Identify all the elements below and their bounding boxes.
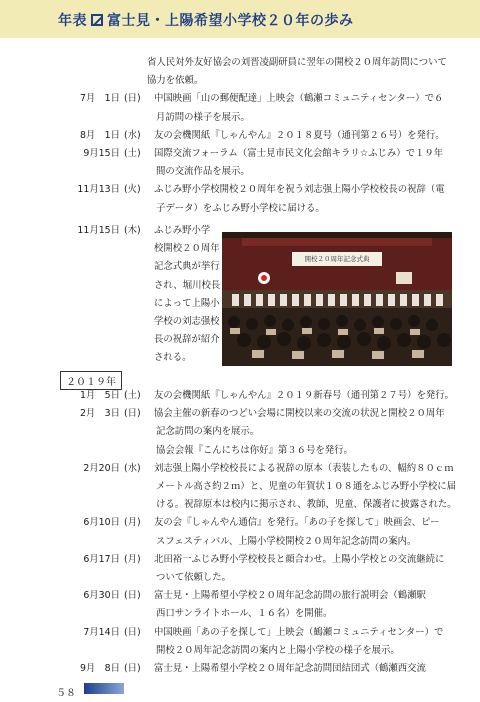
entry-text-line: によって上陽小 xyxy=(154,297,220,309)
entry-date: 6月30日 xyxy=(83,590,120,602)
entry-text-line: 友の会機関紙『しゃんやん』２０１９新春号（通刊第２７号）を発行。 xyxy=(154,390,455,401)
entry-text-line: 開校２０周年記念訪問の案内と上陽小学校の様子を展示。 xyxy=(156,644,400,656)
entry-date: 11月15日 xyxy=(77,225,120,236)
entry-day: (水) xyxy=(124,462,141,474)
entry-text-line: スフェスティバル、上陽小学校開校２０周年記念訪問の案内。 xyxy=(156,535,417,547)
entry-text-line: 国際交流フォーラム（富士見市民文化会館キラリ☆ふじみ）で１９年 xyxy=(154,148,444,159)
entry-text-line: 友の会機関紙『しゃんやん』２０１８夏号（通刊第２６号）を発行。 xyxy=(154,129,445,141)
entry-text-line: 中国映画「山の郵便配達」上映会（鶴瀬コミュニティセンター）で６ xyxy=(154,93,444,105)
page-header xyxy=(0,0,480,38)
header-title: 富士見・上陽希望小学校２０年の歩み xyxy=(107,13,354,29)
ceremony-photo xyxy=(222,232,452,366)
entry-text-line: 西口サンライトホール、１６名）を開催。 xyxy=(156,608,333,620)
entry-text-line: 刘志强上陽小学校校長による祝辞の原本（表装したもの、幅約８０ｃｍ xyxy=(154,462,454,474)
pencil-square-icon xyxy=(91,14,103,26)
header-label: 年表 xyxy=(58,13,87,29)
entry-text-line: 子データ）をふじみ野小学校に届ける。 xyxy=(156,202,325,214)
page-number: ５８ xyxy=(56,688,76,699)
entry-date: 1月 5日 xyxy=(79,390,120,401)
entry-date: 2月20日 xyxy=(83,462,120,474)
entry-date: 6月17日 xyxy=(83,553,120,565)
entry-text-line: され、堀川校長 xyxy=(154,279,221,291)
entry-date: 11月13日 xyxy=(77,184,120,196)
entry-text-line: 協会会報『こんにちは你好』第３６号を発行。 xyxy=(156,444,353,456)
entry-day: (月) xyxy=(124,553,141,565)
entry-text-line: 校開校２０周年 xyxy=(154,243,220,255)
entry-day: (土) xyxy=(124,390,141,401)
entry-date: 9月15日 xyxy=(83,148,120,159)
header-title-row xyxy=(58,10,354,30)
entry-day: (日) xyxy=(124,590,141,602)
entry-day: (日) xyxy=(124,93,141,105)
ceremony-photo-drawing xyxy=(222,232,452,366)
year-label: ２０１９年 xyxy=(60,371,122,390)
entry-text-line: ふじみ野小学 xyxy=(154,225,211,236)
entry-day: (火) xyxy=(124,184,141,196)
entry-text-line: 友の会『しゃんやん通信』を発行。「あの子を探して」映画会、ピー xyxy=(154,517,440,529)
entry-text-line: ついて依頼した。 xyxy=(156,572,232,583)
entry-date: 9月 8日 xyxy=(79,663,120,674)
entry-day: (木) xyxy=(124,225,141,236)
entry-date: 7月14日 xyxy=(83,626,120,638)
entry-text-line: 富士見・上陽希望小学校２０周年記念訪問の旅行説明会（鶴瀬駅 xyxy=(154,590,426,602)
entry-text-line: ける。祝辞原本は校内に掲示され、教師、児童、保護者に披露された。 xyxy=(156,499,457,511)
entry-date: 2月 3日 xyxy=(79,408,120,420)
entry-day: (日) xyxy=(124,408,141,420)
entry-text-line: 間の交流作品を展示。 xyxy=(156,166,250,178)
entry-day: (日) xyxy=(124,626,141,638)
entry-text-line: メートル高さ約２ｍ）と、児童の年賀状１０８通をふじみ野小学校に届 xyxy=(156,481,457,492)
ceremony-banner-text: 開校２０周年記念式典 xyxy=(304,255,370,263)
entry-date: 7月 1日 xyxy=(79,93,120,105)
entry-text-line: 協会主催の新春のつどい会場に開校以来の交流の状況と開校２０周年 xyxy=(154,408,445,420)
entry-day: (土) xyxy=(124,148,141,159)
entry-day: (水) xyxy=(124,129,141,141)
entry-text-line: 省人民対外友好協会の刘晋凌副研員に翌年の開校２０周年訪問について xyxy=(147,57,447,68)
entry-text-line: 富士見・上陽希望小学校２０周年記念訪問団結団式（鶴瀬西交流 xyxy=(154,663,426,674)
entry-day: (日) xyxy=(124,663,141,674)
entry-day: (月) xyxy=(124,517,141,529)
entry-text-line: 記念訪問の案内を展示。 xyxy=(156,426,260,438)
entry-text-line: される。 xyxy=(154,352,192,364)
entry-text-line: 協力を依頼。 xyxy=(147,75,204,87)
entry-text-line: 月訪問の様子を展示。 xyxy=(156,111,250,123)
entry-text-line: 北田裕一ふじみ野小学校校長と顔合わせ。上陽小学校との交流継続に xyxy=(154,553,445,565)
entry-text-line: 中国映画「あの子を探して」上映会（鶴瀬コミュニティセンター）で xyxy=(154,626,444,638)
entry-text-line: 記念式典が挙行 xyxy=(154,261,220,273)
entry-date: 8月 1日 xyxy=(79,129,120,141)
entry-text-line: 学校の刘志强校 xyxy=(154,316,220,327)
footer-accent-bar xyxy=(84,683,124,694)
entry-text-line: ふじみ野小学校開校２０周年を祝う刘志强上陽小学校校長の祝辞（電 xyxy=(154,184,445,196)
entry-text-line: 長の祝辞が紹介 xyxy=(154,334,220,346)
entry-date: 6月10日 xyxy=(83,517,120,529)
